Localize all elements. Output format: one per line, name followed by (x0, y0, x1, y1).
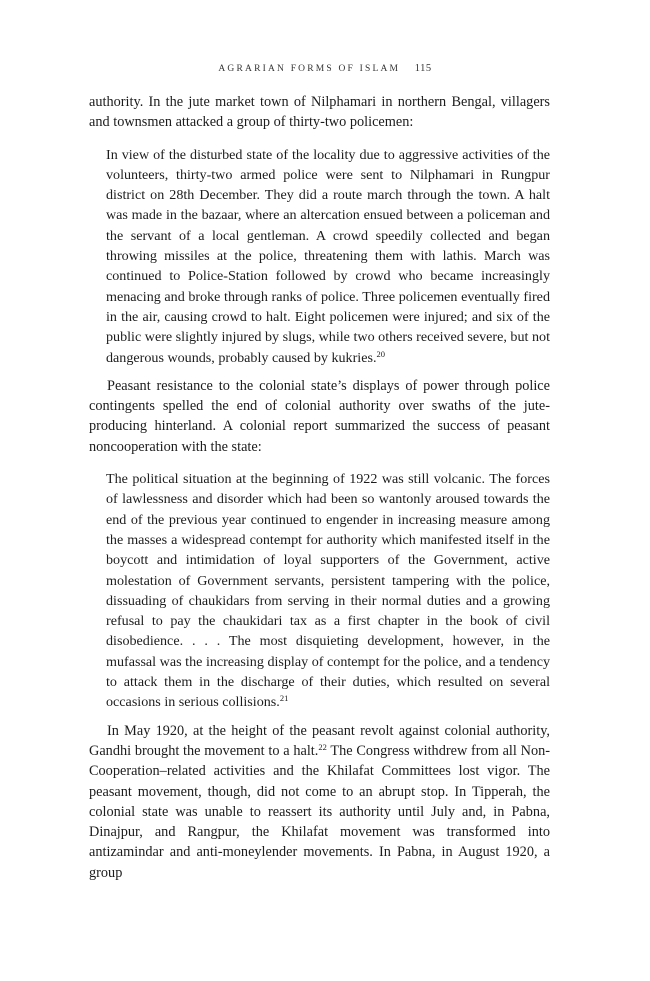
page-body (89, 92, 550, 883)
paragraph (89, 721, 550, 883)
paragraph-text: authority. In the jute market town of Nilphamari in northern Bengal, villagers and townsmen attacked a group of thirty-two policemen: (89, 94, 550, 131)
paragraph-text: Peasant resistance to the colonial state’s displays of power through police contingents spelled the end of colonial authority over swaths of the jute-producing hinterland. A colonial report summarized the success of peasant noncooperation with the state: (89, 377, 550, 455)
block-quote (106, 145, 550, 368)
footnote-ref[interactable]: 20 (376, 348, 385, 359)
block-quote-text: The political situation at the beginning of 1922 was still volcanic. The forces of lawlessness and disorder which had been so wantonly aroused towards the end of the previous year continued to engender in increasing measure among the masses a widespread contempt for authority which manifested itself in the boycott and intimidation of loyal supporters of the Government, active molestation of Government servants, persistent tampering with the police, dissuading of chaukidars from serving in their normal duties and a growing refusal to pay the chaukidari tax as a first chapter in the book of civil disobedience. . . . The most disquieting development, however, in the mufassal was the increasing display of contempt for the police, and a tendency to attack them in the discharge of their duties, which resulted on several occasions in serious collisions. (106, 471, 550, 711)
paragraph-text: In May 1920, at the height of the peasant revolt against colonial authority, Gandhi brought the movement to a halt. (89, 722, 550, 759)
page-number: 115 (414, 63, 432, 74)
paragraph-text: The Congress withdrew from all Non-Cooperation–related activities and the Khilafat Committees lost vigor. The peasant movement, though, did not come to an abrupt stop. In Tipperah, the colonial state was unable to reassert its authority until July and, in Pabna, Dinajpur, and Rangpur, the Khilafat movement was transformed into antizamindar and anti-moneylender movements. In Pabna, in August 1920, a group (89, 742, 550, 881)
running-head-title: AGRARIAN FORMS OF ISLAM (218, 64, 401, 74)
block-quote (106, 469, 550, 713)
paragraph-continuation (89, 92, 550, 133)
block-quote-text: In view of the disturbed state of the locality due to aggressive activities of the volunteers, thirty-two armed police were sent to Nilphamari in Rungpur district on 28th December. They did a route march through the town. A halt was made in the bazaar, where an altercation ensued between a policeman and the servant of a local gentleman. A crowd speedily collected and began throwing missiles at the police, threatening them with lathis. March was continued to Police-Station followed by crowd who became increasingly menacing and broke through ranks of police. Three policemen eventually fired in the air, causing crowd to halt. Eight policemen were injured; and six of the public were slightly injured by slugs, while two others received severe, but not dangerous wounds, probably caused by kukries. (106, 146, 550, 366)
paragraph (89, 376, 550, 457)
footnote-ref[interactable]: 22 (318, 741, 327, 752)
footnote-ref[interactable]: 21 (279, 693, 289, 704)
running-header (0, 63, 650, 74)
